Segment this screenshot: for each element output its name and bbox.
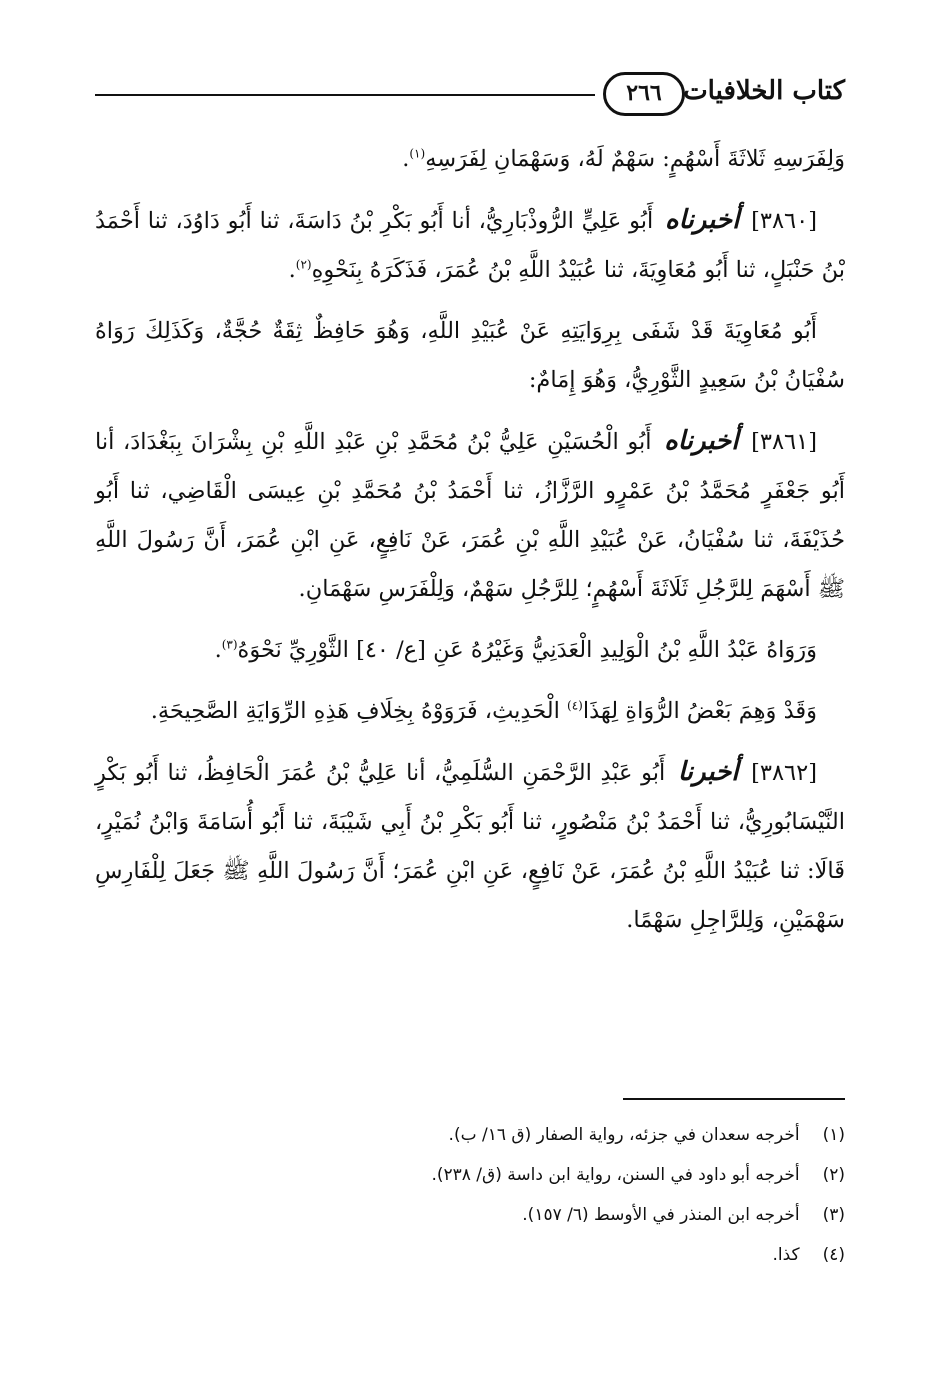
footnote-mark: (٣) [822,1205,845,1225]
entry-number: [٣٨٦٢] [751,760,818,786]
footnote-text: أخرجه أبو داود في السنن، رواية ابن داسة (ق/ ٢٣٨). [431,1165,800,1185]
paragraph-text: الْحَدِيثِ، فَرَوَوْهُ بِخِلَافِ هَذِهِ الرِّوَايَةِ الصَّحِيحَةِ. [150,698,560,724]
punctuation: . [214,637,222,663]
entry-text: أَبُو عَلِيٍّ الرُّوذْبَارِيُّ، أنا أَبُو بَكْرِ بْنُ دَاسَةَ، ثنا أَبُو دَاوُدَ، ثنا أَحْمَدُ بْنُ حَنْبَلٍ، ثنا أَبُو مُعَاوِيَةَ، ثنا عُبَيْدُ اللَّهِ بْنُ عُمَرَ، فَذَكَرَهُ بِنَحْوِهِ [95,208,845,283]
hadith-entry-3862 [95,748,845,945]
footnotes [95,1115,845,1275]
running-title: كتاب الخلافيات [683,76,845,106]
commentary-paragraph [95,307,845,405]
footnote-mark: (٢) [822,1165,845,1185]
punctuation: . [402,146,410,172]
commentary-paragraph [95,626,845,675]
paragraph-continuation [95,135,845,184]
manuscript-ref: [ع/ ٤٠] [356,637,426,663]
entry-text: أَبُو الْحُسَيْنِ عَلِيُّ بْنُ مُحَمَّدِ بْنِ عَبْدِ اللَّهِ بْنِ بِشْرَانَ بِبَغْدَادَ، أنا أَبُو جَعْفَرٍ مُحَمَّدُ بْنُ عَمْرٍو الرَّزَّازُ، ثنا أَحْمَدُ بْنُ مُحَمَّدِ بْنِ عِيسَى الْقَاضِي، ثنا أَبُو حُذَيْفَةَ، ثنا سُفْيَانُ، عَنْ عُبَيْدِ اللَّهِ بْنِ عُمَرَ، عَنْ نَافِعٍ، عَنِ ابْنِ عُمَرَ، أَنَّ رَسُولَ اللَّهِ ﷺ أَسْهَمَ لِلرَّجُلِ ثَلَاثَةَ أَسْهُمٍ؛ لِلرَّجُلِ سَهْمٌ، وَلِلْفَرَسِ سَهْمَانِ. [95,429,845,602]
footnote-text: أخرجه ابن المنذر في الأوسط (٦/ ١٥٧). [522,1205,800,1225]
footnote-rule [623,1098,845,1100]
entry-number: [٣٨٦٠] [751,208,818,234]
hadith-entry-3861 [95,417,845,614]
footnote-ref: (٤) [567,698,583,713]
paragraph-text: أَبُو مُعَاوِيَةَ قَدْ شَفَى بِرِوَايَتِهِ عَنْ عُبَيْدِ اللَّهِ، وَهُوَ حَافِظٌ ثِقَةٌ حُجَّةٌ، وَكَذَلِكَ رَوَاهُ سُفْيَانُ بْنُ سَعِيدٍ الثَّوْرِيُّ، وَهُوَ إِمَامٌ: [95,318,845,393]
footnote-item [95,1115,845,1155]
footnote-mark: (١) [822,1125,845,1145]
footnote-text: كذا. [772,1245,800,1265]
footnote-item [95,1155,845,1195]
entry-text: أَبُو عَبْدِ الرَّحْمَنِ السُّلَمِيُّ، أنا عَلِيُّ بْنُ عُمَرَ الْحَافِظُ، ثنا أَبُو بَكْرٍ النَّيْسَابُورِيُّ، ثنا أَحْمَدُ بْنُ مَنْصُورٍ، ثنا أَبُو بَكْرِ بْنُ أَبِي شَيْبَةَ، ثنا أَبُو أُسَامَةَ وَابْنُ نُمَيْرٍ، قَالَا: ثنا عُبَيْدُ اللَّهِ بْنُ عُمَرَ، عَنْ نَافِعٍ، عَنِ ابْنِ عُمَرَ؛ أَنَّ رَسُولَ اللَّهِ ﷺ جَعَلَ لِلْفَارِسِ سَهْمَيْنِ، وَلِلرَّاجِلِ سَهْمًا. [95,760,845,933]
main-text [95,135,845,957]
book-page [95,60,845,1350]
header-rule [95,94,595,96]
narration-keyword: أخبرناه [665,205,740,235]
footnote-ref: (١) [409,146,426,161]
footnote-text: أخرجه سعدان في جزئه، رواية الصفار (ق ١٦/ ب). [448,1125,800,1145]
page-header [95,72,845,128]
hadith-entry-3860 [95,196,845,295]
entry-number: [٣٨٦١] [751,429,817,455]
paragraph-text: وَقَدْ وَهِمَ بَعْضُ الرُّوَاةِ لِهَذَا [582,698,817,724]
narration-keyword: أخبرنا [677,757,739,787]
commentary-paragraph [95,687,845,736]
narration-keyword: أخبرناه [664,426,739,456]
page-number-badge: ٢٦٦ [603,72,685,116]
paragraph-text: وَلِفَرَسِهِ ثَلاثَةَ أَسْهُمٍ: سَهْمٌ لَهُ، وَسَهْمَانِ لِفَرَسِهِ [425,146,845,172]
punctuation: . [288,257,296,283]
footnote-item [95,1235,845,1275]
footnote-item [95,1195,845,1235]
footnote-mark: (٤) [822,1245,845,1265]
paragraph-text: الثَّوْرِيِّ نَحْوَهُ [237,637,349,663]
footnote-ref: (٣) [221,637,238,652]
paragraph-text: وَرَوَاهُ عَبْدُ اللَّهِ بْنُ الْوَلِيدِ الْعَدَنِيُّ وَغَيْرُهُ عَنِ [433,637,817,663]
footnote-ref: (٢) [295,257,312,272]
